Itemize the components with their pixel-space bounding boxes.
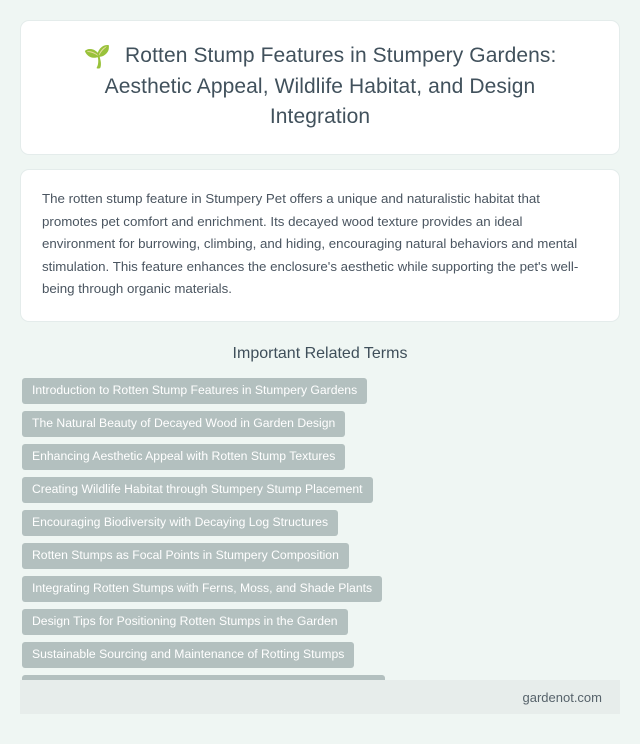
list-item[interactable]: Introduction to Rotten Stump Features in Stumpery Gardens — [22, 378, 367, 404]
related-terms-heading: Important Related Terms — [232, 344, 408, 362]
page-footer — [20, 680, 620, 714]
summary-paragraph: The rotten stump feature in Stumpery Pet offers a unique and naturalistic habitat that promotes pet comfort and enrichment. Its decayed wood texture provides an ideal environment for burrowing, climbing, and hiding, encouraging natural behaviors and mental stimulation. This feature enhances the enclosure's aesthetic while supporting the pet's well-being through organic materials. — [42, 191, 579, 296]
list-item[interactable]: The Natural Beauty of Decayed Wood in Garden Design — [22, 411, 345, 437]
list-item[interactable]: Integrating Rotten Stumps with Ferns, Moss, and Shade Plants — [22, 576, 382, 602]
list-item[interactable]: Design Tips for Positioning Rotten Stumps in the Garden — [22, 609, 348, 635]
list-item[interactable]: Enhancing Aesthetic Appeal with Rotten Stump Textures — [22, 444, 345, 470]
seedling-icon: 🌱 — [83, 44, 112, 69]
list-item[interactable]: Rotten Stumps as Focal Points in Stumpery Composition — [22, 543, 349, 569]
list-item[interactable]: Sustainable Sourcing and Maintenance of Rotting Stumps — [22, 642, 354, 668]
page-title-text-1: Rotten Stump Features in Stumpery Gardens: — [125, 44, 557, 67]
summary-card — [20, 169, 620, 322]
page-title-line-1 — [45, 41, 595, 72]
list-item[interactable]: Encouraging Biodiversity with Decaying Log Structures — [22, 510, 338, 536]
list-item[interactable]: Creating Wildlife Habitat through Stumpery Stump Placement — [22, 477, 373, 503]
page-title-line-2: Aesthetic Appeal, Wildlife Habitat, and Design — [104, 75, 536, 98]
related-terms-list — [20, 378, 620, 701]
page-title-line-3: Integration — [269, 105, 371, 128]
site-name: gardenot.com — [522, 689, 602, 705]
title-card — [20, 20, 620, 155]
